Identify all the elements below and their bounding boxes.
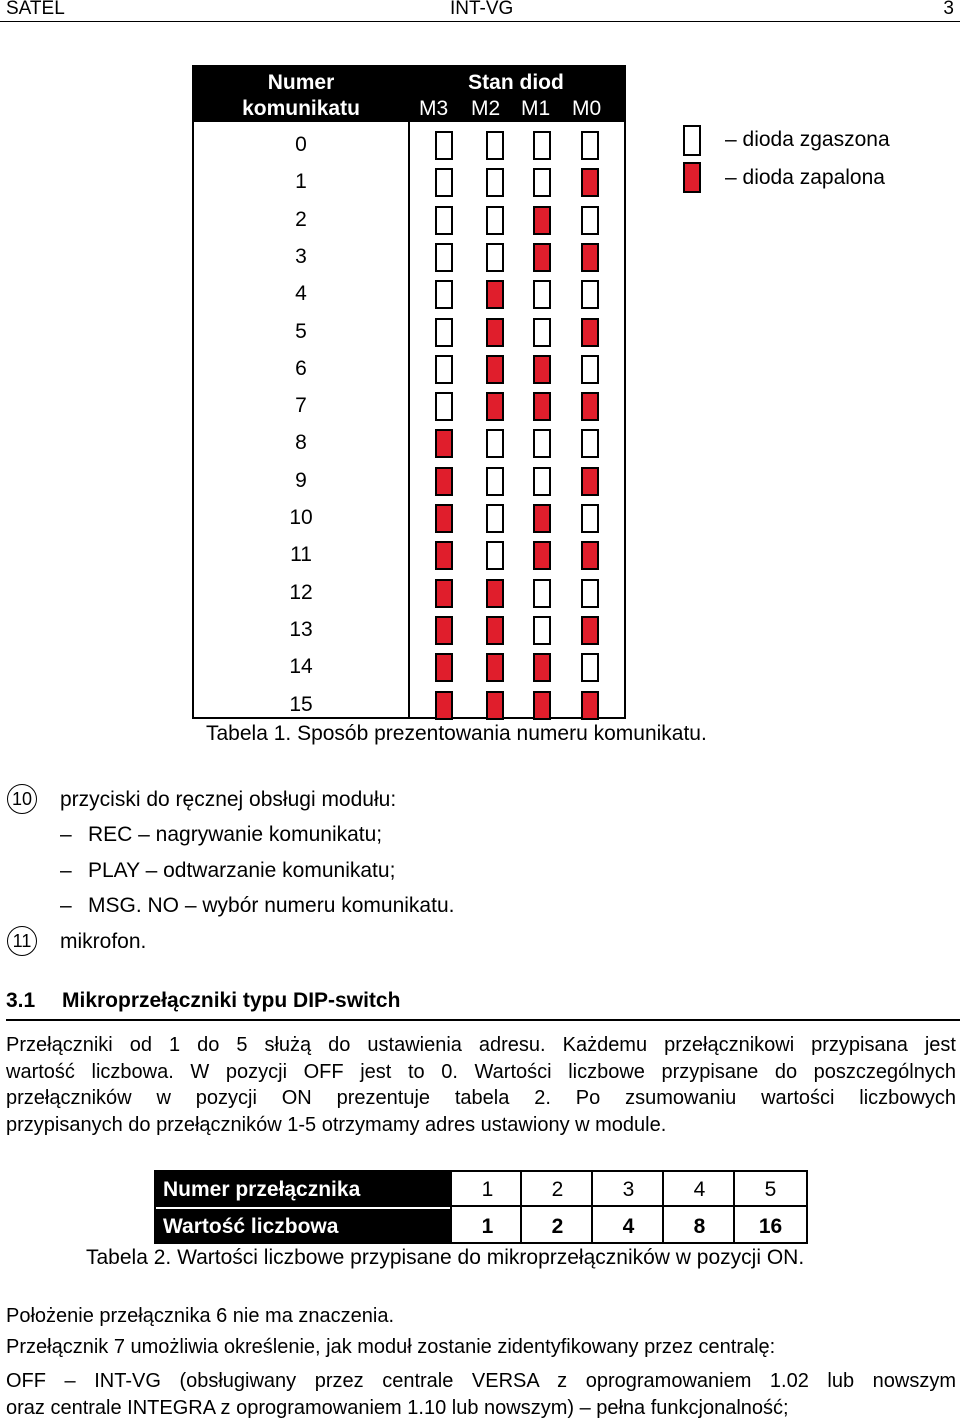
table2-row1-label: Numer przełącznika — [156, 1172, 452, 1207]
led-on-icon — [486, 318, 504, 347]
led-on-icon — [435, 616, 453, 645]
led-off-icon — [533, 429, 551, 458]
paragraph-line: wartość liczbowa. W pozycji OFF jest to 0. Wartości liczbowe przypisane do poszczególnych — [6, 1060, 956, 1083]
table1-row — [194, 201, 624, 238]
led-on-icon — [435, 579, 453, 608]
led-on-icon — [533, 355, 551, 384]
led-off-icon — [581, 429, 599, 458]
message-number: 10 — [289, 506, 313, 529]
led-off-icon — [533, 131, 551, 160]
paragraph-line: OFF – INT-VG (obsługiwany przez centrale VERSA z oprogramowaniem 1.02 lub nowszym — [6, 1370, 956, 1392]
message-number: 5 — [295, 319, 307, 343]
table1-row — [194, 163, 624, 200]
table1-col2-header: Stan diod — [468, 71, 564, 94]
led-off-icon — [581, 131, 599, 160]
led-on-legend-icon — [683, 162, 701, 193]
led-off-icon — [486, 429, 504, 458]
led-on-icon — [581, 392, 599, 421]
message-number: 14 — [289, 655, 313, 679]
led-off-icon — [581, 504, 599, 533]
sub-item-rec: REC – nagrywanie komunikatu; — [88, 823, 383, 846]
led-label-m0: M0 — [572, 97, 602, 120]
led-on-icon — [486, 280, 504, 309]
led-off-icon — [581, 653, 599, 682]
header-product: INT-VG — [450, 0, 514, 19]
callout-11-icon: 11 — [7, 926, 37, 956]
message-number: 7 — [295, 394, 307, 418]
led-off-icon — [581, 355, 599, 384]
message-number: 8 — [295, 431, 307, 455]
list-item-10-text: przyciski do ręcznej obsługi modułu: — [60, 788, 397, 811]
switch-value-cell: 8 — [693, 1215, 706, 1238]
led-off-icon — [533, 616, 551, 645]
table1-row — [194, 648, 624, 685]
led-on-icon — [581, 318, 599, 347]
section-heading — [6, 988, 960, 1021]
led-on-icon — [581, 691, 599, 720]
led-off-icon — [486, 168, 504, 197]
led-off-icon — [486, 504, 504, 533]
led-off-legend-icon — [683, 125, 701, 156]
led-on-icon — [486, 355, 504, 384]
led-off-icon — [533, 168, 551, 197]
list-item-11-text: mikrofon. — [60, 930, 147, 953]
led-on-icon — [486, 691, 504, 720]
led-off-icon — [435, 318, 453, 347]
led-on-icon — [435, 467, 453, 496]
switch-value-cell: 2 — [551, 1215, 564, 1238]
dash-icon: – — [60, 894, 72, 917]
paragraph-switch6: Położenie przełącznika 6 nie ma znaczenia. — [6, 1305, 394, 1327]
table2-caption: Tabela 2. Wartości liczbowe przypisane do mikroprzełączników w pozycji ON. — [86, 1246, 805, 1269]
table1-row — [194, 350, 624, 387]
switch-value-cell: 16 — [758, 1215, 783, 1238]
switch-values-table — [154, 1170, 808, 1244]
led-off-icon — [533, 579, 551, 608]
table1-caption: Tabela 1. Sposób prezentowania numeru komunikatu. — [206, 722, 707, 745]
led-off-icon — [581, 579, 599, 608]
led-on-icon — [533, 504, 551, 533]
paragraph-line: oraz centrale INTEGRA z oprogramowaniem 1.10 lub nowszym) – pełna funkcjonalność; — [6, 1397, 789, 1419]
led-off-icon — [435, 131, 453, 160]
table1-row — [194, 275, 624, 312]
led-on-icon — [435, 653, 453, 682]
paragraph-switch7: Przełącznik 7 umożliwia określenie, jak moduł zostanie zidentyfikowany przez centralę: — [6, 1336, 776, 1358]
led-off-icon — [581, 206, 599, 235]
led-on-icon — [533, 392, 551, 421]
led-off-icon — [435, 206, 453, 235]
led-off-icon — [486, 131, 504, 160]
table1-row — [194, 686, 624, 723]
led-on-icon — [533, 541, 551, 570]
sub-item-msg: MSG. NO – wybór numeru komunikatu. — [88, 894, 455, 917]
table1-row — [194, 462, 624, 499]
message-number: 3 — [295, 244, 307, 268]
led-on-icon — [435, 429, 453, 458]
led-on-icon — [581, 168, 599, 197]
led-off-icon — [486, 243, 504, 272]
led-on-icon — [435, 691, 453, 720]
message-number: 4 — [295, 282, 307, 306]
dash-icon: – — [60, 823, 72, 846]
table1-row — [194, 574, 624, 611]
led-on-icon — [581, 243, 599, 272]
switch-value-cell: 4 — [622, 1215, 635, 1238]
led-off-icon — [435, 392, 453, 421]
message-number: 12 — [289, 580, 313, 604]
led-label-m2: M2 — [471, 97, 501, 120]
message-number: 9 — [295, 468, 307, 492]
legend-on-label: – dioda zapalona — [725, 166, 885, 189]
led-on-icon — [533, 691, 551, 720]
led-on-icon — [533, 653, 551, 682]
table1-row — [194, 238, 624, 275]
message-number: 13 — [289, 617, 313, 641]
led-labels — [408, 96, 624, 122]
header-company: SATEL — [6, 0, 65, 19]
page-header — [0, 0, 960, 22]
header-page-number: 3 — [943, 0, 954, 19]
table1-row — [194, 536, 624, 573]
message-number: 0 — [295, 133, 307, 156]
table1-row — [194, 424, 624, 461]
callout-10-icon: 10 — [7, 784, 37, 814]
message-number: 1 — [295, 170, 307, 194]
switch-number-cell: 4 — [693, 1178, 706, 1201]
message-number: 11 — [290, 543, 312, 567]
sub-item-play: PLAY – odtwarzanie komunikatu; — [88, 859, 396, 882]
table1-col1-header — [194, 70, 408, 122]
led-off-icon — [486, 467, 504, 496]
led-label-m1: M1 — [521, 97, 551, 120]
table2-row2-label: Wartość liczbowa — [156, 1209, 452, 1244]
table1-row — [194, 387, 624, 424]
led-on-icon — [533, 206, 551, 235]
led-off-icon — [581, 280, 599, 309]
led-off-icon — [435, 168, 453, 197]
led-on-icon — [486, 392, 504, 421]
table1-col1-header-line1: Numer — [267, 71, 335, 94]
legend-off-label: – dioda zgaszona — [725, 128, 890, 151]
led-off-icon — [435, 243, 453, 272]
led-off-icon — [435, 280, 453, 309]
led-on-icon — [581, 541, 599, 570]
switch-number-cell: 5 — [764, 1178, 777, 1201]
led-off-icon — [486, 206, 504, 235]
led-off-icon — [533, 318, 551, 347]
led-label-m3: M3 — [419, 97, 449, 120]
switch-number-cell: 2 — [551, 1178, 564, 1201]
led-off-icon — [533, 467, 551, 496]
led-on-icon — [486, 616, 504, 645]
led-on-icon — [435, 541, 453, 570]
message-number: 15 — [289, 692, 313, 716]
table1-row — [194, 126, 624, 163]
message-number: 2 — [295, 207, 307, 231]
led-off-icon — [533, 280, 551, 309]
switch-number-cell: 1 — [481, 1178, 494, 1201]
table1-row — [194, 611, 624, 648]
paragraph-dip-address — [6, 1032, 956, 1138]
table1-header — [194, 67, 624, 122]
paragraph-line: przełączników w pozycji ON prezentuje tabela 2. Po zsumowaniu wartości liczbowych — [6, 1087, 956, 1109]
paragraph-line: przypisanych do przełączników 1-5 otrzymamy adres ustawiony w module. — [6, 1113, 667, 1136]
led-on-icon — [486, 579, 504, 608]
led-on-icon — [581, 467, 599, 496]
paragraph-line: Przełączniki od 1 do 5 służą do ustawienia adresu. Każdemu przełącznikowi przypisana jest — [6, 1034, 956, 1056]
led-on-icon — [533, 243, 551, 272]
table1-row — [194, 499, 624, 536]
table1-row — [194, 313, 624, 350]
message-number-table — [192, 65, 626, 719]
led-off-icon — [486, 541, 504, 570]
section-title: Mikroprzełączniki typu DIP-switch — [62, 989, 401, 1012]
led-on-icon — [486, 653, 504, 682]
message-number: 6 — [295, 356, 307, 380]
dash-icon: – — [60, 859, 72, 882]
led-off-icon — [435, 355, 453, 384]
paragraph-off-option — [6, 1368, 956, 1422]
switch-number-cell: 3 — [622, 1178, 635, 1201]
section-number: 3.1 — [6, 989, 36, 1012]
led-on-icon — [435, 504, 453, 533]
table1-col1-header-line2: komunikatu — [242, 97, 360, 120]
switch-value-cell: 1 — [481, 1215, 494, 1238]
led-on-icon — [581, 616, 599, 645]
